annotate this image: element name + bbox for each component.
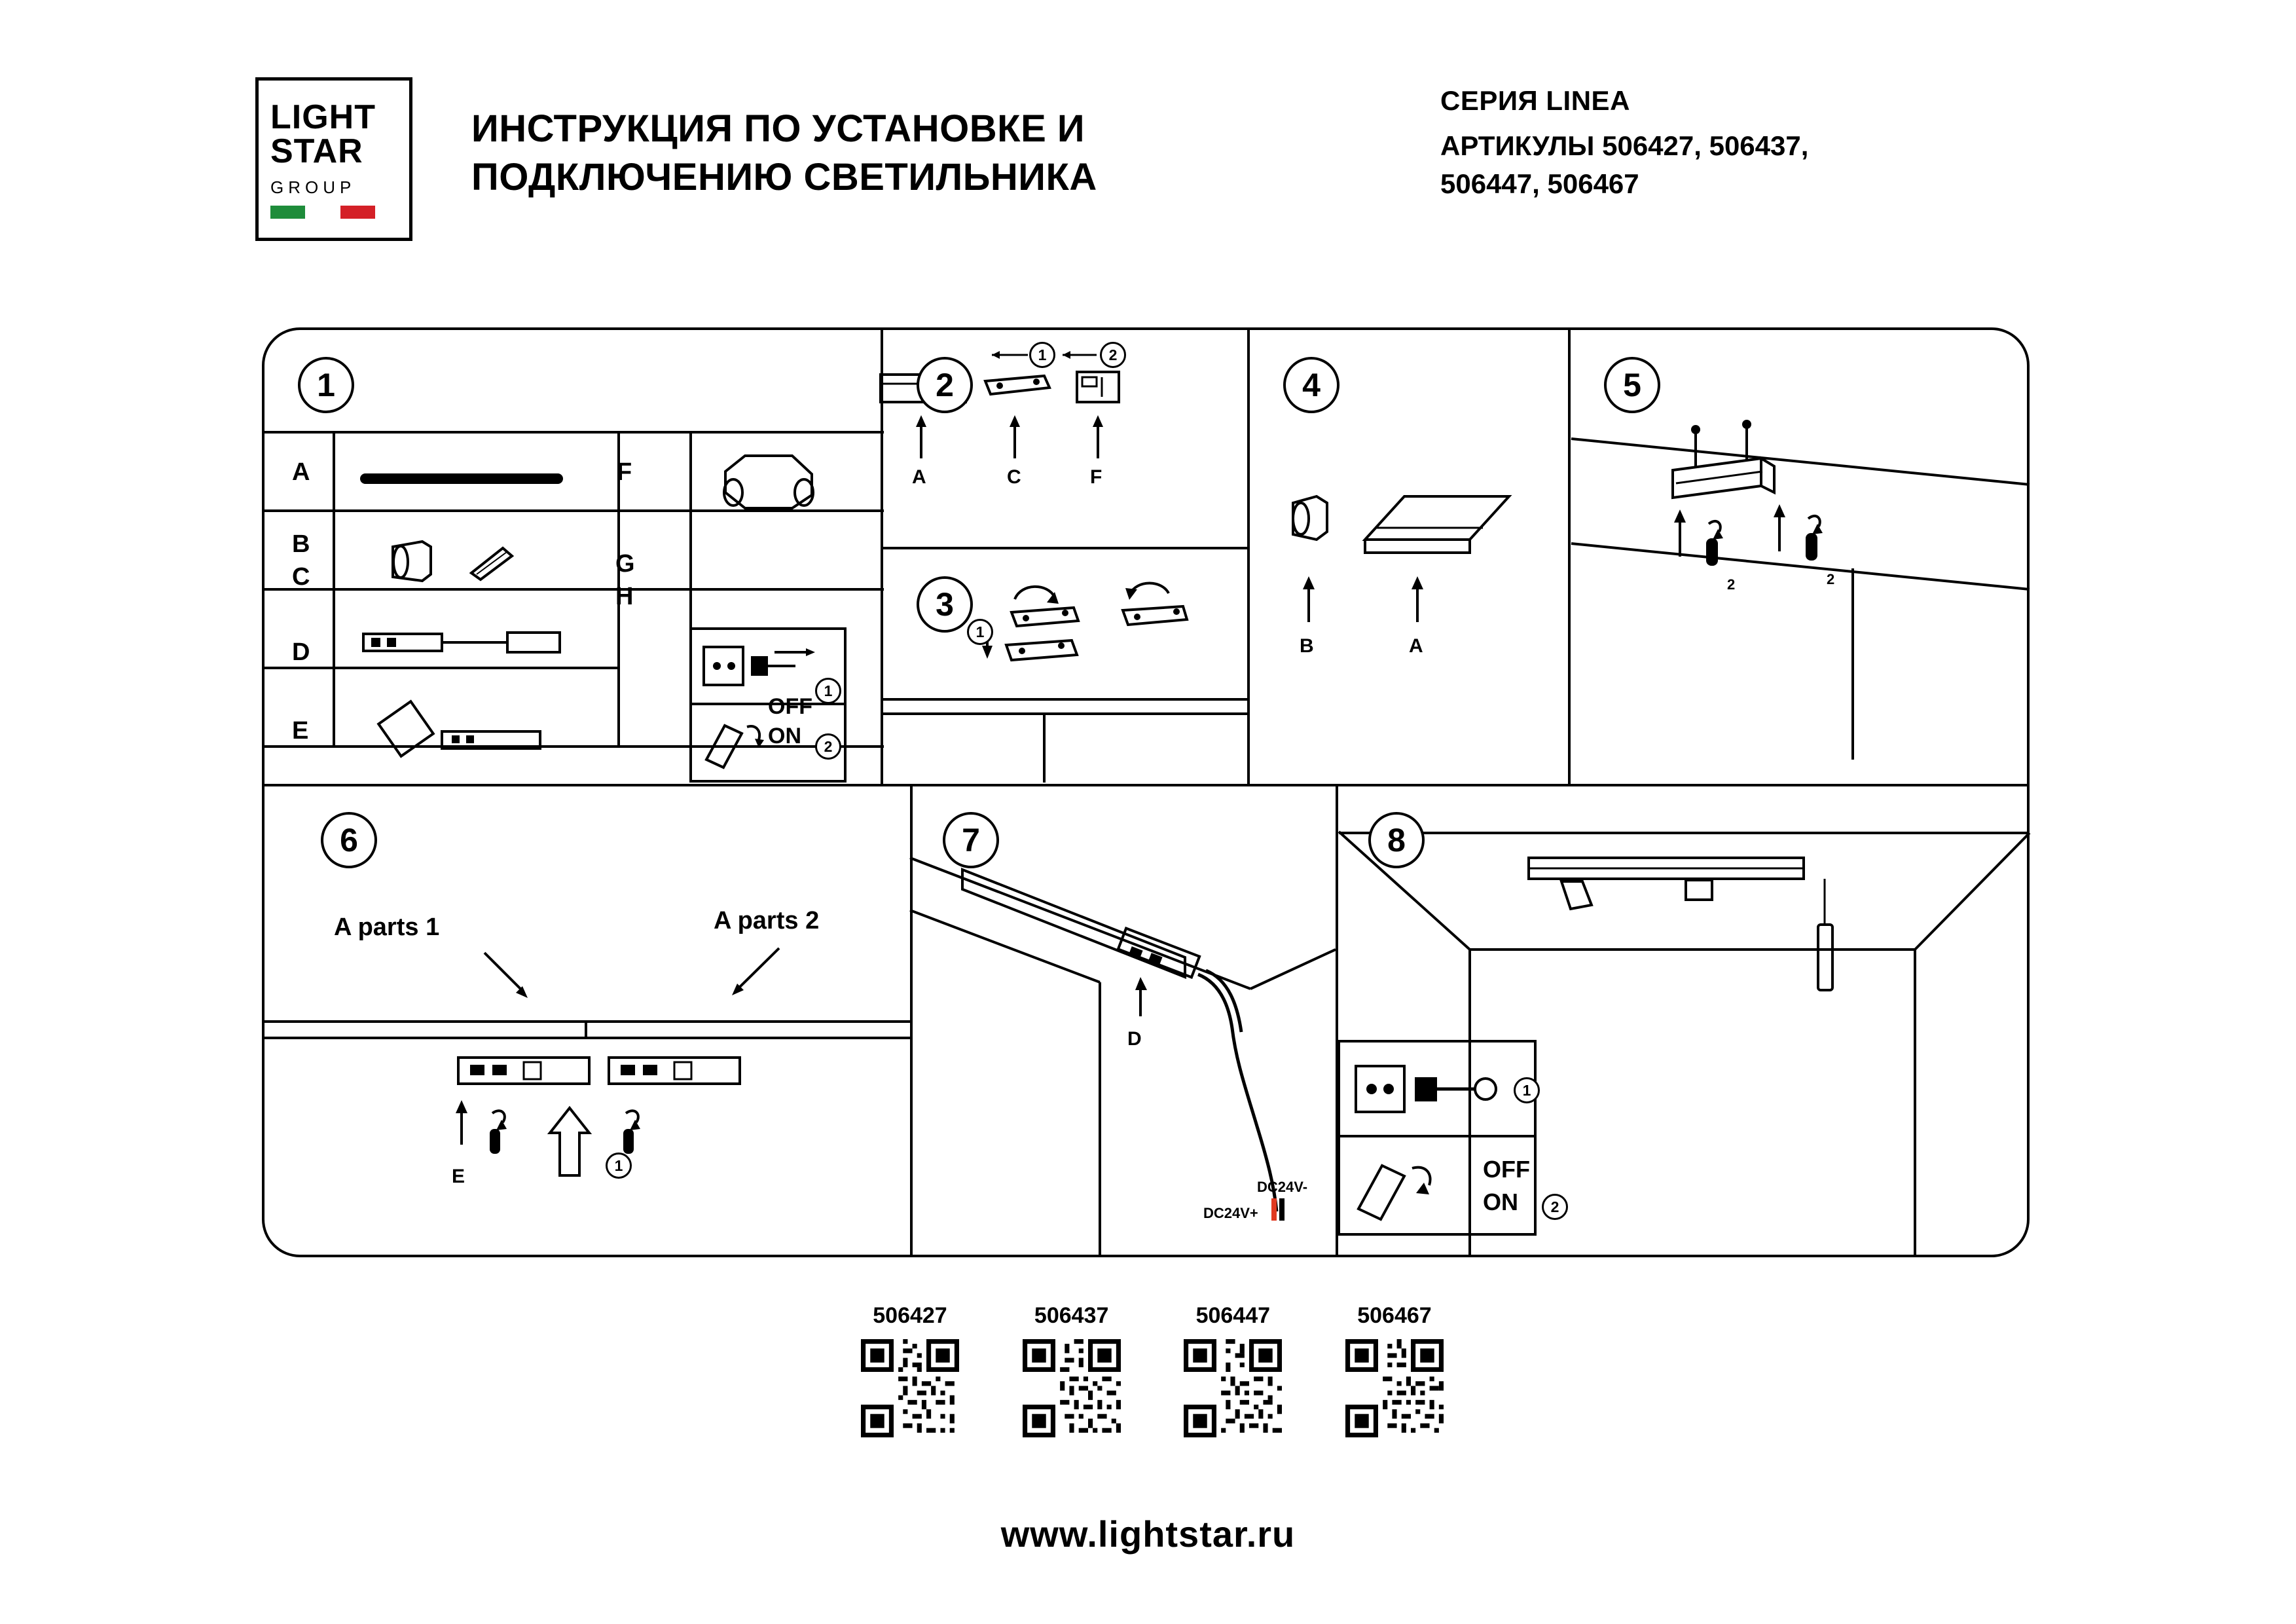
divider-panel4-5 (1568, 327, 1571, 784)
part-label-f: F (617, 458, 632, 486)
step2-label-a: A (912, 466, 926, 488)
part-label-c: C (292, 563, 310, 591)
step7-label-d: D (1127, 1028, 1142, 1050)
brand-logo (255, 77, 412, 241)
step8-socket-step-number: 1 (1514, 1077, 1540, 1103)
part-e-corner-connector-icon (373, 697, 563, 756)
power-switch-step-number: 2 (815, 733, 841, 760)
step6-parts2-label: A parts 2 (714, 907, 820, 934)
step-number-6: 6 (321, 812, 377, 868)
part-a-profile-icon (357, 468, 573, 494)
qr-label: 506467 (1357, 1303, 1432, 1328)
part-d-driver-icon (357, 622, 573, 661)
italian-flag-icon (270, 206, 375, 219)
step-number-7: 7 (943, 812, 999, 868)
power-socket-step-number: 1 (815, 678, 841, 704)
part-f-corner-icon (714, 452, 845, 511)
part-label-g: G (615, 550, 635, 578)
qr-label: 506437 (1034, 1303, 1109, 1328)
part-label-a: A (292, 458, 310, 486)
step2-label-f: F (1090, 466, 1102, 488)
series-block (1440, 85, 2082, 203)
qr-item (1336, 1303, 1453, 1437)
step-number-4: 4 (1283, 357, 1339, 413)
step6-sub-number-1: 1 (606, 1153, 632, 1179)
qr-label: 506427 (873, 1303, 947, 1328)
qr-item (1013, 1303, 1131, 1437)
step5-illustration (1571, 393, 2030, 760)
part-label-d: D (292, 638, 310, 666)
step5-sub-number-1: 2 (1727, 576, 1736, 593)
step6-label-e: E (452, 1166, 465, 1187)
step8-on-label: ON (1483, 1189, 1518, 1215)
logo-line-2: STAR (270, 132, 363, 170)
step-number-8: 8 (1368, 812, 1425, 868)
logo-group-row (270, 177, 409, 198)
logo-line-1: LIGHT (270, 98, 376, 136)
step4-label-a: A (1409, 635, 1423, 657)
power-off-label: OFF (768, 694, 812, 719)
step4-label-b: B (1300, 635, 1314, 657)
step6-illustration (262, 917, 910, 1225)
qr-item (851, 1303, 969, 1437)
qr-item (1174, 1303, 1292, 1437)
step6-parts1-label: A parts 1 (334, 913, 440, 941)
step7-dc-plus-label: DC24V+ (1203, 1205, 1258, 1221)
qr-label: 506447 (1195, 1303, 1271, 1328)
step2-sub-number-2: 2 (1100, 342, 1126, 368)
step2-label-c: C (1007, 466, 1021, 488)
part-label-h: H (615, 583, 634, 610)
qr-code-icon (1345, 1339, 1444, 1437)
articles-line-1: АРТИКУЛЫ 506427, 506437, (1440, 130, 1809, 161)
divider-panel3-4 (1247, 327, 1250, 784)
step8-illustration (1339, 786, 2030, 1257)
step5-sub-number-2: 2 (1827, 571, 1835, 587)
part-label-b: B (292, 530, 310, 558)
qr-code-icon (1023, 1339, 1121, 1437)
step2-sub-number-1: 1 (1029, 342, 1055, 368)
step8-off-label: OFF (1483, 1156, 1530, 1183)
part-bc-bracket-icon (386, 540, 537, 586)
page-title: ИНСТРУКЦИЯ ПО УСТАНОВКЕ И ПОДКЛЮЧЕНИЮ СВЕТИЛЬНИКА (471, 107, 1097, 198)
logo-group-text: GROUP (270, 177, 356, 197)
step-number-3: 3 (917, 576, 973, 633)
step-number-5: 5 (1604, 357, 1660, 413)
step-number-1: 1 (298, 357, 354, 413)
series-label: СЕРИЯ LINEA (1440, 85, 1630, 116)
qr-code-icon (861, 1339, 959, 1437)
step8-switch-step-number: 2 (1542, 1194, 1568, 1220)
step-number-2: 2 (917, 357, 973, 413)
step3-sub-number-1: 1 (967, 619, 993, 645)
divider-panel2-3 (881, 547, 1247, 549)
step7-dc-minus-label: DC24V- (1257, 1179, 1308, 1195)
qr-code-icon (1184, 1339, 1282, 1437)
website-url: www.lightstar.ru (1000, 1513, 1296, 1555)
power-on-label: ON (768, 724, 801, 748)
articles-line-2: 506447, 506467 (1440, 168, 1639, 199)
qr-code-row (851, 1303, 1453, 1437)
part-label-e: E (292, 717, 309, 745)
